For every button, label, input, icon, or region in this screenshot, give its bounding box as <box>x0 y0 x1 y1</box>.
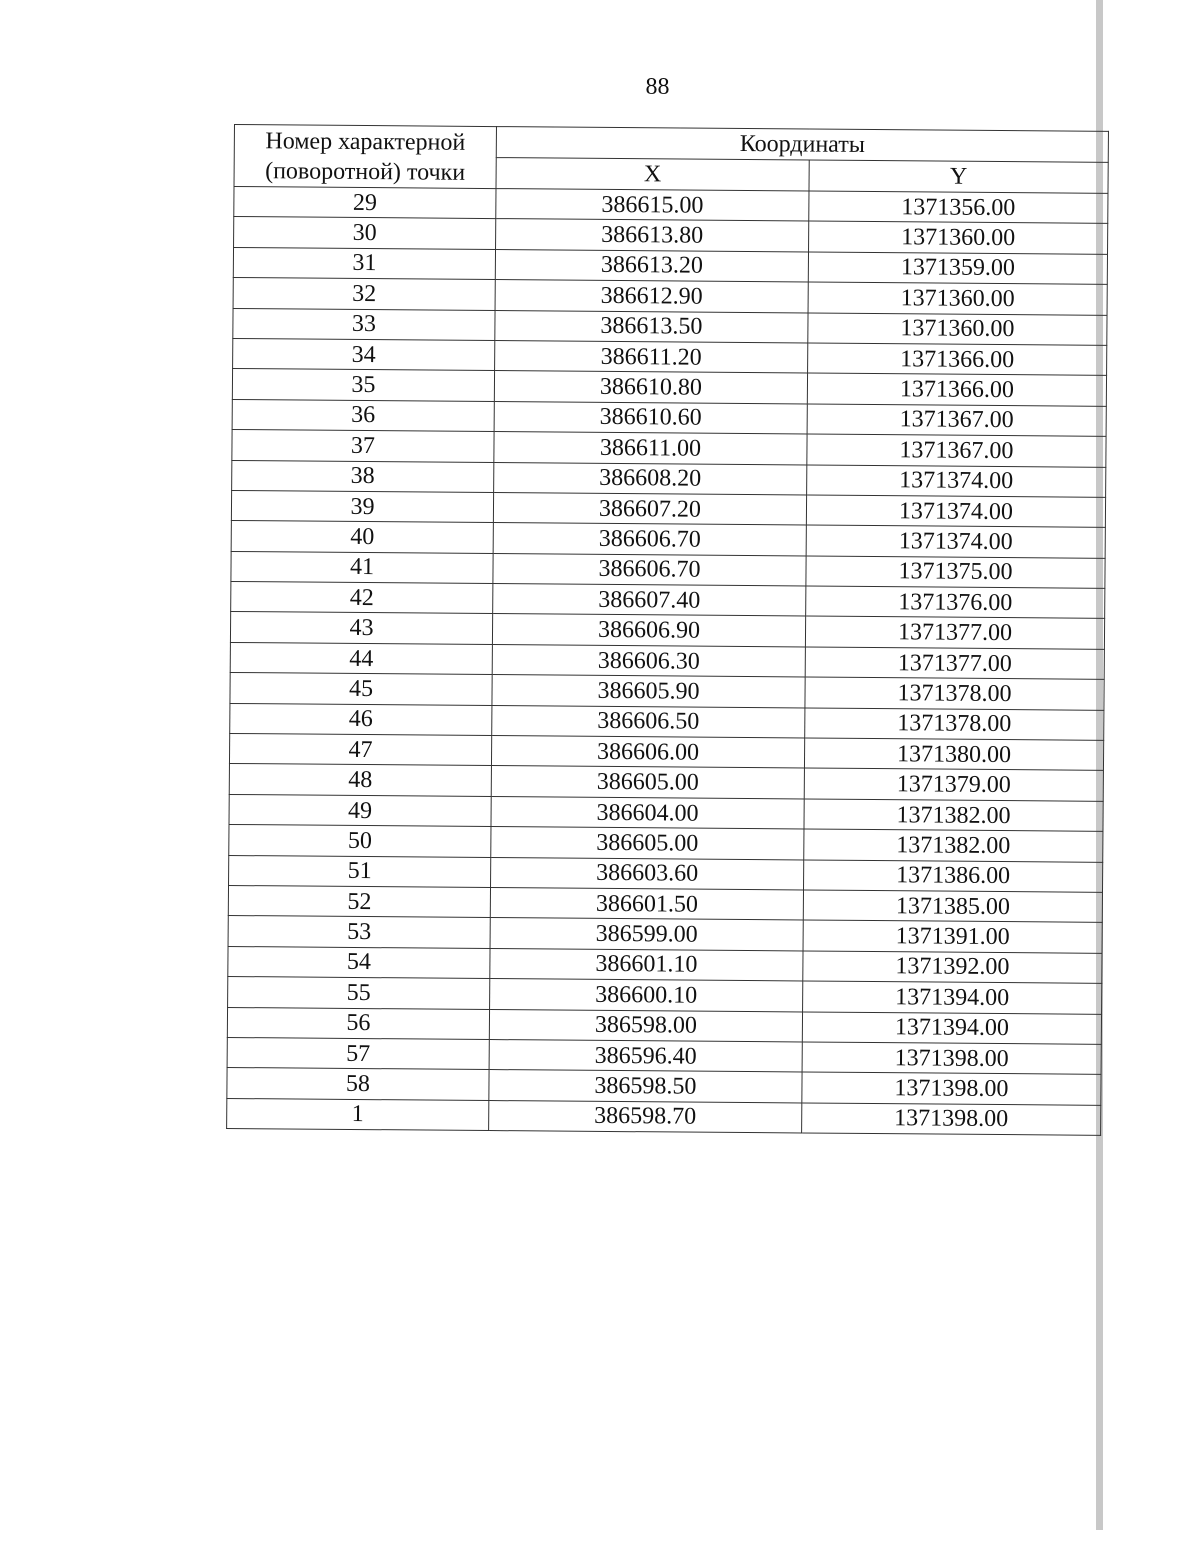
cell-point: 56 <box>227 1007 489 1039</box>
cell-x: 386606.70 <box>493 523 806 556</box>
cell-point: 44 <box>230 642 492 674</box>
cell-x: 386605.90 <box>492 675 805 708</box>
cell-point: 49 <box>229 794 491 826</box>
cell-x: 386596.40 <box>489 1039 802 1072</box>
header-point-number <box>234 125 496 189</box>
cell-point: 51 <box>229 855 491 887</box>
cell-y: 1371375.00 <box>806 556 1105 589</box>
cell-point: 48 <box>229 764 491 796</box>
cell-y: 1371374.00 <box>807 465 1106 498</box>
coordinates-table <box>226 124 1109 1136</box>
header-x: X <box>496 158 809 191</box>
cell-point: 33 <box>233 308 495 340</box>
cell-y: 1371398.00 <box>802 1072 1101 1105</box>
cell-point: 53 <box>228 916 490 948</box>
cell-point: 34 <box>233 338 495 370</box>
cell-y: 1371398.00 <box>802 1042 1101 1075</box>
coordinates-table-wrapper <box>226 124 1108 1136</box>
cell-point: 31 <box>233 247 495 279</box>
cell-point: 35 <box>232 369 494 401</box>
cell-x: 386601.50 <box>490 888 803 921</box>
cell-point: 38 <box>232 460 494 492</box>
cell-x: 386606.70 <box>493 553 806 586</box>
cell-y: 1371377.00 <box>805 616 1104 649</box>
cell-y: 1371398.00 <box>802 1103 1101 1136</box>
cell-point: 36 <box>232 399 494 431</box>
cell-x: 386601.10 <box>490 948 803 981</box>
cell-point: 39 <box>231 490 493 522</box>
cell-point: 54 <box>228 946 490 978</box>
cell-x: 386607.20 <box>493 492 806 525</box>
header-point-line1: Номер характерной <box>265 127 466 156</box>
cell-x: 386612.90 <box>495 280 808 313</box>
cell-point: 45 <box>230 673 492 705</box>
cell-y: 1371366.00 <box>808 343 1107 376</box>
cell-x: 386608.20 <box>494 462 807 495</box>
cell-point: 42 <box>231 582 493 614</box>
cell-y: 1371359.00 <box>808 252 1107 285</box>
cell-y: 1371391.00 <box>803 920 1102 953</box>
cell-x: 386606.00 <box>491 736 804 769</box>
cell-y: 1371379.00 <box>804 768 1103 801</box>
cell-point: 29 <box>234 187 496 219</box>
cell-y: 1371380.00 <box>804 738 1103 771</box>
cell-x: 386600.10 <box>490 979 803 1012</box>
cell-x: 386598.70 <box>489 1100 802 1133</box>
cell-y: 1371367.00 <box>807 404 1106 437</box>
cell-x: 386604.00 <box>491 796 804 829</box>
cell-point: 55 <box>228 977 490 1009</box>
cell-y: 1371360.00 <box>809 221 1108 254</box>
cell-point: 58 <box>227 1068 489 1100</box>
cell-y: 1371367.00 <box>807 434 1106 467</box>
cell-point: 41 <box>231 551 493 583</box>
cell-y: 1371360.00 <box>808 282 1107 315</box>
cell-point: 32 <box>233 278 495 310</box>
cell-point: 50 <box>229 825 491 857</box>
cell-y: 1371382.00 <box>804 829 1103 862</box>
cell-x: 386605.00 <box>491 766 804 799</box>
cell-y: 1371374.00 <box>806 495 1105 528</box>
cell-y: 1371377.00 <box>805 647 1104 680</box>
cell-x: 386613.20 <box>495 249 808 282</box>
cell-y: 1371394.00 <box>803 981 1102 1014</box>
cell-x: 386606.30 <box>492 644 805 677</box>
page-number: 88 <box>645 74 670 100</box>
cell-y: 1371376.00 <box>806 586 1105 619</box>
cell-x: 386606.90 <box>492 614 805 647</box>
table-row <box>227 1098 1101 1135</box>
cell-y: 1371378.00 <box>805 708 1104 741</box>
cell-point: 52 <box>228 885 490 917</box>
cell-x: 386610.80 <box>494 371 807 404</box>
cell-y: 1371392.00 <box>803 951 1102 984</box>
header-y: Y <box>809 160 1108 193</box>
table-body <box>227 187 1108 1136</box>
cell-x: 386598.50 <box>489 1070 802 1103</box>
cell-x: 386611.00 <box>494 432 807 465</box>
cell-x: 386613.50 <box>495 310 808 343</box>
cell-x: 386606.50 <box>492 705 805 738</box>
cell-x: 386610.60 <box>494 401 807 434</box>
cell-x: 386613.80 <box>496 219 809 252</box>
cell-point: 57 <box>227 1037 489 1069</box>
cell-point: 37 <box>232 430 494 462</box>
cell-x: 386607.40 <box>493 584 806 617</box>
cell-point: 40 <box>231 521 493 553</box>
cell-point: 47 <box>229 734 491 766</box>
cell-point: 30 <box>234 217 496 249</box>
cell-point: 46 <box>230 703 492 735</box>
header-point-line2: (поворотной) точки <box>265 157 466 186</box>
cell-x: 386615.00 <box>496 189 809 222</box>
cell-x: 386599.00 <box>490 918 803 951</box>
cell-x: 386605.00 <box>491 827 804 860</box>
cell-y: 1371360.00 <box>808 313 1107 346</box>
cell-y: 1371378.00 <box>805 677 1104 710</box>
cell-x: 386598.00 <box>489 1009 802 1042</box>
cell-y: 1371386.00 <box>804 860 1103 893</box>
cell-y: 1371385.00 <box>803 890 1102 923</box>
cell-y: 1371394.00 <box>802 1012 1101 1045</box>
header-coordinates: Координаты <box>496 127 1108 163</box>
table-header <box>234 125 1108 194</box>
cell-y: 1371374.00 <box>806 525 1105 558</box>
cell-point: 43 <box>230 612 492 644</box>
cell-x: 386611.20 <box>495 341 808 374</box>
cell-y: 1371382.00 <box>804 799 1103 832</box>
cell-x: 386603.60 <box>491 857 804 890</box>
cell-y: 1371356.00 <box>809 191 1108 224</box>
cell-y: 1371366.00 <box>807 373 1106 406</box>
cell-point: 1 <box>227 1098 489 1130</box>
